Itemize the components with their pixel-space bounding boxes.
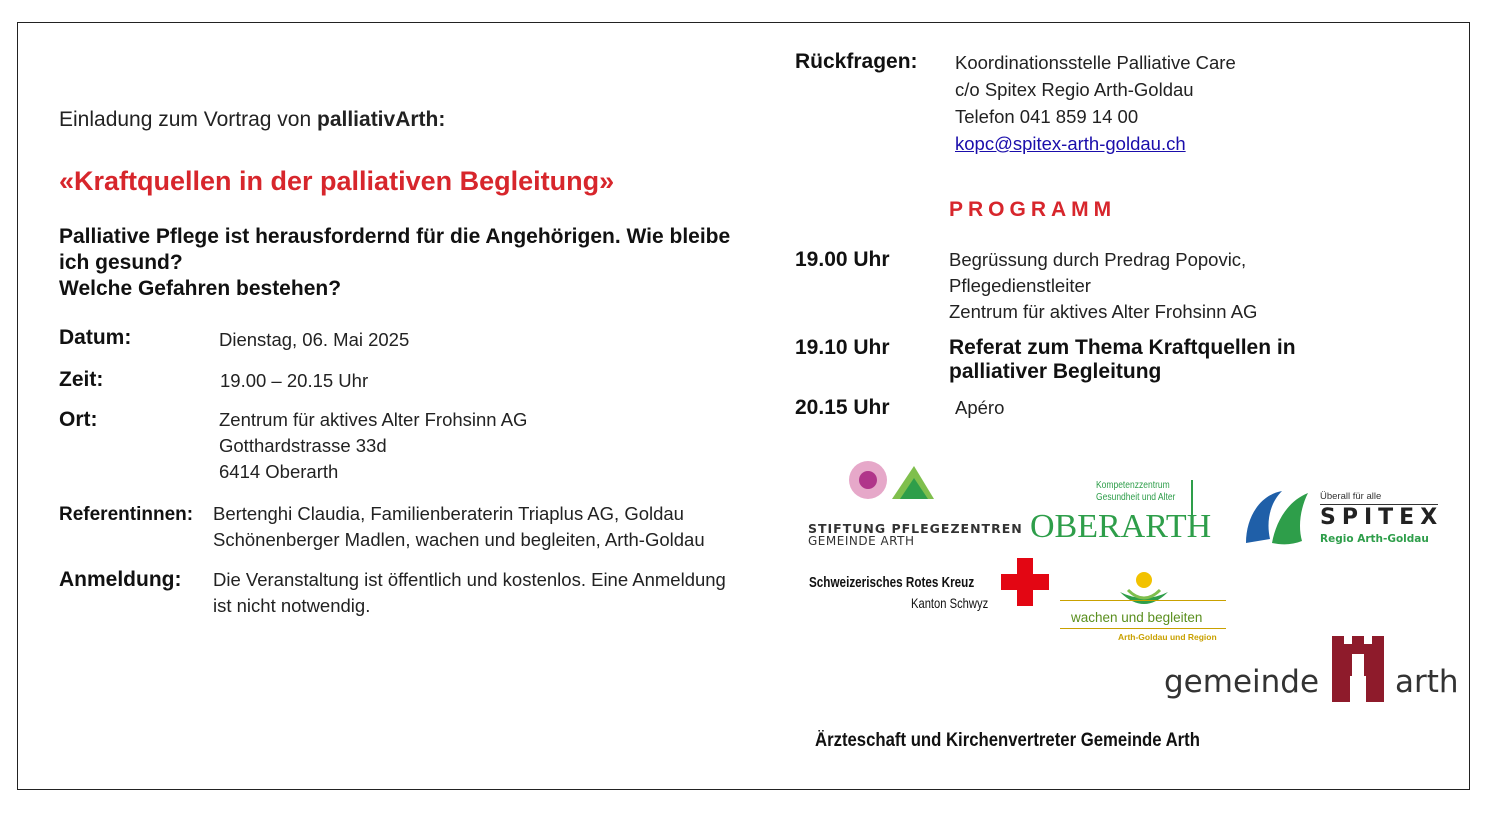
wachen-sun-icon — [1114, 570, 1174, 612]
stiftung-line1: STIFTUNG PFLEGEZENTREN — [808, 521, 1023, 536]
question-line2: Welche Gefahren bestehen? — [59, 277, 342, 300]
oberarth-logo — [1030, 478, 1220, 550]
ort-label: Ort: — [59, 408, 98, 431]
program-title: PROGRAMM — [949, 198, 1117, 221]
intro-line — [59, 108, 445, 132]
footer-partners: Ärzteschaft und Kirchenvertreter Gemeinde Arth — [815, 730, 1200, 751]
anmeldung-label: Anmeldung: — [59, 568, 182, 591]
oberarth-big: OBERARTH — [1030, 508, 1212, 545]
program-time-1: 19.00 Uhr — [795, 248, 890, 271]
anm-line1: Die Veranstaltung ist öffentlich und kostenlos. Eine Anmeldung — [213, 569, 726, 590]
program-item-2-line1: Referat zum Thema Kraftquellen in — [949, 336, 1296, 359]
contact-block — [955, 49, 1236, 157]
program-item-1 — [949, 247, 1257, 325]
zeit-label: Zeit: — [59, 368, 104, 391]
contact-email-link[interactable]: kopc@spitex-arth-goldau.ch — [955, 133, 1186, 154]
stiftung-line2: GEMEINDE ARTH — [808, 534, 915, 548]
wachen-line2: Arth-Goldau und Region — [1118, 632, 1217, 642]
program-time-2: 19.10 Uhr — [795, 336, 890, 359]
spitex-sub: Regio Arth-Goldau — [1320, 533, 1429, 545]
wachen-logo — [1060, 570, 1228, 646]
referentinnen-label: Referentinnen: — [59, 504, 194, 525]
intro-org: palliativArth: — [317, 108, 446, 131]
contact-line2: c/o Spitex Regio Arth-Goldau — [955, 79, 1194, 100]
spitex-big: SPITEX — [1320, 505, 1444, 530]
ort-line3: 6414 Oberarth — [219, 461, 339, 482]
oberarth-small1: Kompetenzzentrum — [1096, 480, 1170, 491]
spitex-swoosh-icon — [1242, 487, 1312, 547]
program-item-1-line1: Begrüssung durch Predrag Popovic, — [949, 249, 1247, 270]
event-title: «Kraftquellen in der palliativen Begleitung» — [59, 166, 615, 196]
gemeinde-arth-logo — [1164, 636, 1464, 706]
srk-line1: Schweizerisches Rotes Kreuz — [809, 574, 975, 591]
program-time-3: 20.15 Uhr — [795, 396, 890, 419]
wachen-line1: wachen und begleiten — [1071, 610, 1203, 625]
ort-value — [219, 407, 527, 485]
zeit-value: 19.00 – 20.15 Uhr — [220, 370, 369, 391]
wachen-rule-top — [1060, 600, 1226, 601]
spitex-small: Überall für alle — [1320, 491, 1382, 502]
program-item-2-line2: palliativer Begleitung — [949, 360, 1162, 383]
datum-value: Dienstag, 06. Mai 2025 — [219, 329, 410, 350]
program-item-3-line1: Apéro — [955, 397, 1005, 418]
datum-label: Datum: — [59, 326, 132, 349]
event-question — [59, 224, 759, 302]
gemeinde-right: arth — [1395, 664, 1459, 700]
program-item-2 — [949, 336, 1296, 384]
anm-line2: ist nicht notwendig. — [213, 595, 371, 616]
stiftung-mark-icon — [848, 460, 978, 502]
program-item-1-line2: Pflegedienstleiter — [949, 275, 1091, 296]
oberarth-small2: Gesundheit und Alter — [1096, 492, 1176, 503]
gemeinde-left: gemeinde — [1164, 664, 1320, 700]
red-cross-icon — [1001, 558, 1051, 608]
program-item-1-line3: Zentrum für aktives Alter Frohsinn AG — [949, 301, 1258, 322]
anmeldung-value — [213, 567, 726, 619]
ref-line1: Bertenghi Claudia, Familienberaterin Triaplus AG, Goldau — [213, 503, 684, 524]
castle-tower-icon — [1332, 636, 1386, 702]
contact-label: Rückfragen: — [795, 50, 918, 73]
question-line1: Palliative Pflege ist herausfordernd für die Angehörigen. Wie bleibe ich gesund? — [59, 225, 731, 274]
srk-logo — [809, 558, 1054, 618]
ref-line2: Schönenberger Madlen, wachen und begleiten, Arth-Goldau — [213, 529, 705, 550]
ort-line1: Zentrum für aktives Alter Frohsinn AG — [219, 409, 528, 430]
ort-line2: Gotthardstrasse 33d — [219, 435, 387, 456]
spitex-logo — [1242, 487, 1442, 549]
srk-line2: Kanton Schwyz — [911, 595, 989, 611]
stiftung-logo — [808, 460, 1023, 550]
contact-line1: Koordinationsstelle Palliative Care — [955, 52, 1236, 73]
wachen-rule-bottom — [1060, 628, 1226, 629]
contact-line3: Telefon 041 859 14 00 — [955, 106, 1139, 127]
referentinnen-value — [213, 501, 705, 553]
intro-prefix: Einladung zum Vortrag von — [59, 108, 317, 131]
